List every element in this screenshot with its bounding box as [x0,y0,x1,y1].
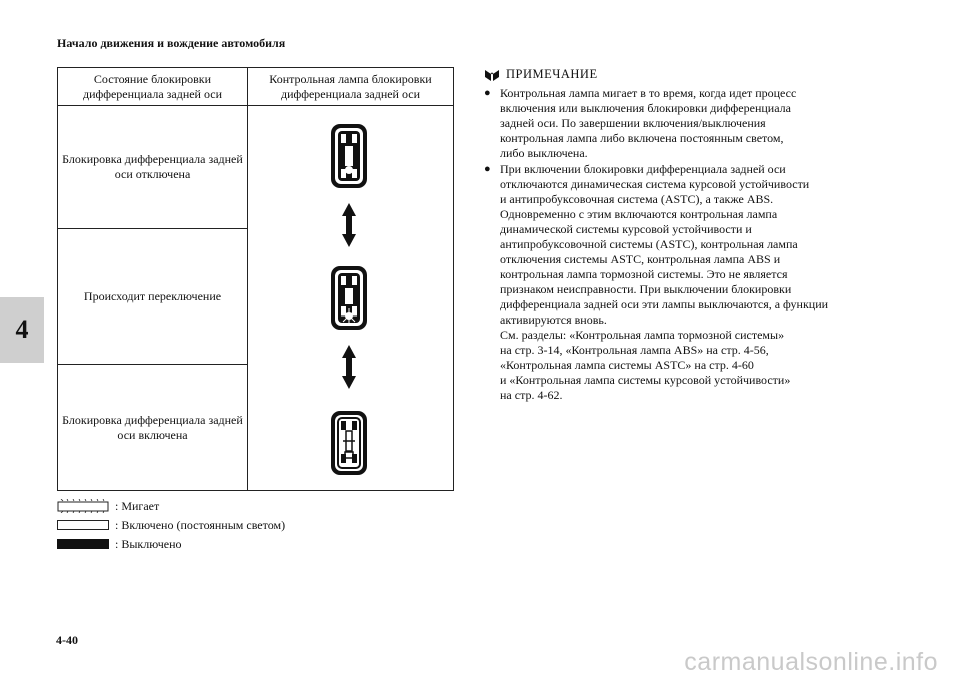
rear-diff-lock-lamp-blinking-icon [331,266,367,330]
table-header-state: Состояние блокировки дифференциала задней оси [58,68,248,106]
diff-lock-status-table [57,67,454,491]
note-title: ПРИМЕЧАНИЕ [506,67,598,81]
legend-blink-label: : Мигает [115,498,160,513]
legend-off [57,536,285,552]
note-bullet-1 [484,86,914,161]
state-row-off: Блокировка дифференциала задней оси отключена [58,106,248,229]
note-block [484,67,914,403]
legend-on-label: : Включено (постоянным светом) [115,517,286,532]
chapter-tab: 4 [0,297,44,363]
note-bullet-2 [484,162,914,404]
double-arrow-icon-2 [342,345,356,389]
note-bullet-text: При включении блокировки дифференциала задней оси отключаются динамическая система курсовой устойчивости и антипробуксовочная система (ASTC), а также ABS. Одновременно с этим включаются контрольная лампа динамической системы курсовой устойчивости и антипробуксовочной системы (ASTC), контрольная лампа отключения системы ASTC, контрольная лампа ABS и контрольная лампа тормозной системы. Это не является признаком неисправности. При выключении блокировки дифференциала задней оси эти лампы выключаются, а функции активируются вновь. См. разделы: «Контрольная лампа тормозной системы» на стр. 3-14, «Контрольная лампа ABS» на стр. 4-56, «Контрольная лампа системы ASTC» на стр. 4-60 и «Контрольная лампа системы курсовой устойчивости» на стр. 4-62. [500,161,829,402]
legend-blink [57,498,285,514]
note-bullet-text: Контрольная лампа мигает в то время, когда идет процесс включения или выключения блокировки дифференциала задней оси. По завершении включения/выключения контрольная лампа либо включена постоянным светом, либо выключена. [500,86,797,161]
lamp-sequence [248,106,453,490]
running-header: Начало движения и вождение автомобиля [57,36,286,50]
rear-diff-lock-lamp-on-icon [331,411,367,475]
rear-diff-lock-lamp-off-icon [331,124,367,188]
watermark: carmanualsonline.info [684,648,938,676]
legend [57,498,285,555]
lamp-icons-cell [248,106,454,491]
state-row-switching: Происходит переключение [58,229,248,365]
legend-off-label: : Выключено [115,536,182,551]
double-arrow-icon-1 [342,203,356,247]
state-row-on: Блокировка дифференциала задней оси включена [58,365,248,491]
page-number: 4-40 [56,633,78,647]
table-header-lamp: Контрольная лампа блокировки дифференциала задней оси [248,68,454,106]
on-swatch-icon [57,520,109,530]
bullet-dot-icon: ● [484,87,491,100]
note-icon [484,68,500,82]
legend-on [57,517,285,533]
note-heading [484,67,914,82]
blink-swatch-icon [57,499,109,513]
off-swatch-icon [57,539,109,549]
bullet-dot-icon: ● [484,162,491,175]
